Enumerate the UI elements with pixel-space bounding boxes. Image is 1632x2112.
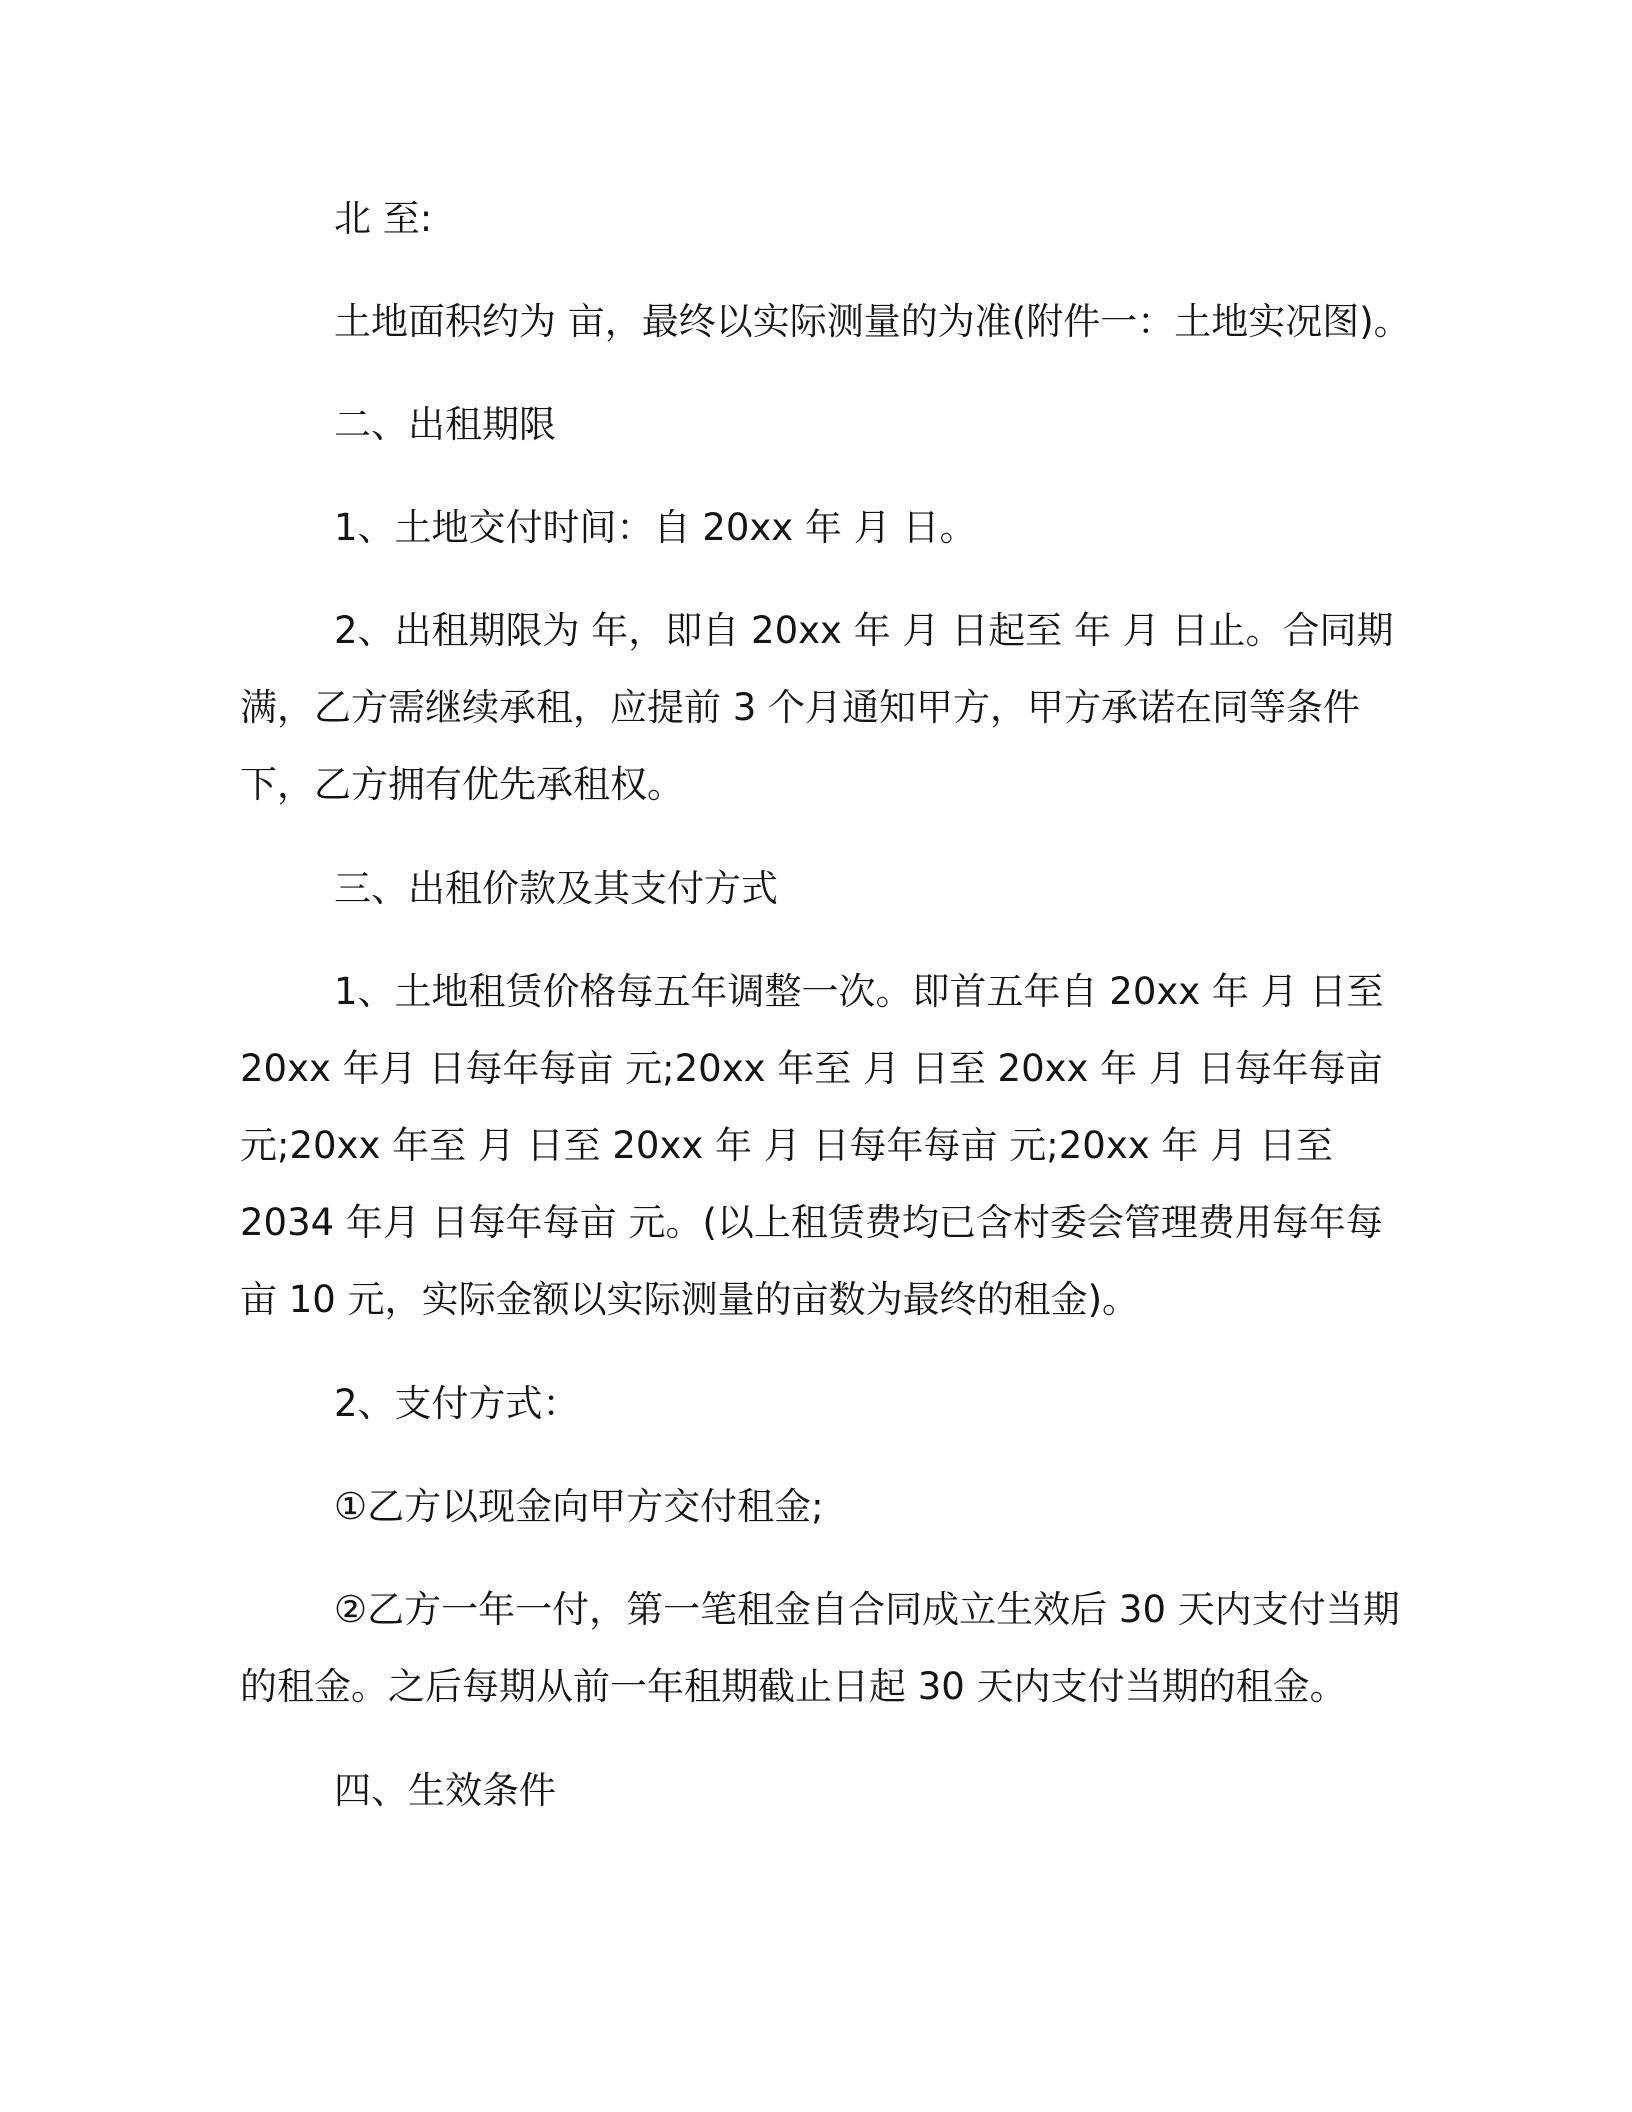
land-area-paragraph: 土地面积约为 亩，最终以实际测量的为准(附件一：土地实况图)。 (334, 300, 1411, 343)
north-boundary-line: 北 至: (334, 197, 433, 240)
payment-method-2: ②乙方一年一付，第一笔租金自合同成立生效后 30 天内支付当期的租金。之后每期从前一年租期截止日起 30 天内支付当期的租金。 (240, 1588, 1400, 1708)
section-4-heading: 四、生效条件 (334, 1769, 556, 1812)
section-2-heading: 二、出租期限 (334, 403, 556, 446)
section-2-item-1: 1、土地交付时间：自 20xx 年 月 日。 (334, 506, 977, 549)
section-3-item-1: 1、土地租赁价格每五年调整一次。即首五年自 20xx 年 月 日至 20xx 年月 日每年每亩 元;20xx 年至 月 日至 20xx 年 月 日每年每亩 元;20xx 年至 月 日至 20xx 年 月 日每年每亩 元;20xx 年 月 日至 2034 年月 日每年每亩 元。(以上租赁费均已含村委会管理费用每年每亩 10 元，实际金额以实际测量的亩数为最终的租金)。 (240, 970, 1396, 1321)
section-2-item-2: 2、出租期限为 年，即自 20xx 年 月 日起至 年 月 日止。合同期满，乙方需继续承租，应提前 3 个月通知甲方，甲方承诺在同等条件下，乙方拥有优先承租权。 (240, 609, 1394, 806)
payment-method-1: ①乙方以现金向甲方交付租金; (334, 1485, 824, 1528)
section-3-heading: 三、出租价款及其支付方式 (334, 867, 778, 910)
section-3-item-2: 2、支付方式： (334, 1382, 580, 1425)
